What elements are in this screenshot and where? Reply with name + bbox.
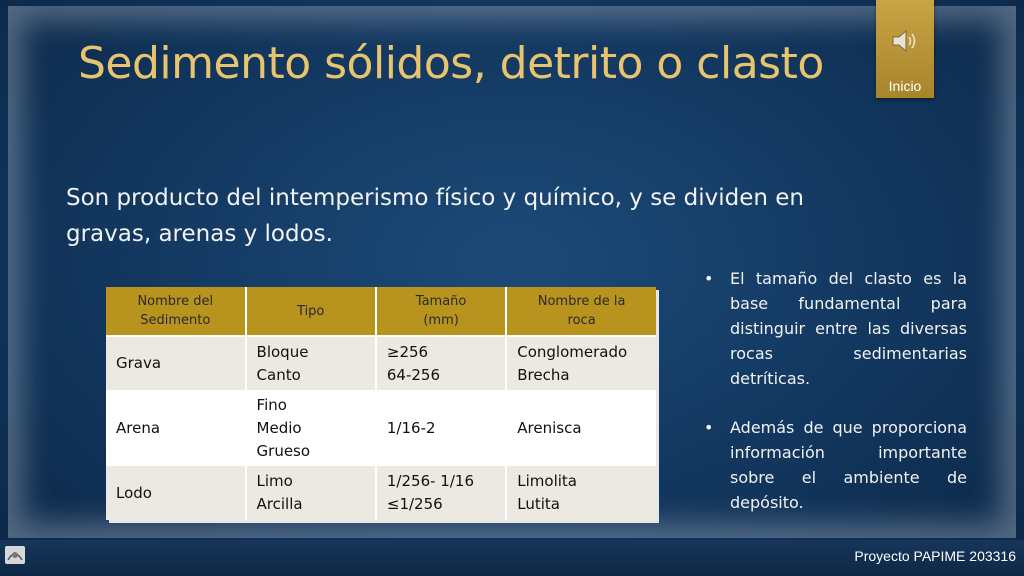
table-row: [106, 336, 656, 390]
table-cell: Limo Arcilla: [246, 466, 376, 520]
table-row: [106, 466, 656, 520]
table-row: [106, 390, 656, 466]
column-header-tipo: Tipo: [246, 287, 376, 336]
inicio-label: Inicio: [888, 78, 922, 94]
table-cell: ≥256 64-256: [376, 336, 506, 390]
table-cell: Fino Medio Grueso: [246, 390, 376, 466]
intro-text: Son producto del intemperismo físico y químico, y se dividen en gravas, arenas y lodos.: [66, 185, 804, 247]
bullet-list: [704, 266, 967, 539]
sediment-table: [106, 287, 656, 520]
table-cell: Limolita Lutita: [506, 466, 656, 520]
table-cell: Conglomerado Brecha: [506, 336, 656, 390]
inicio-button[interactable]: [876, 0, 934, 98]
table-cell: Bloque Canto: [246, 336, 376, 390]
table-cell: 1/256- 1/16 ≤1/256: [376, 466, 506, 520]
table-cell: Arena: [106, 390, 246, 466]
table-cell: 1/16-2: [376, 390, 506, 466]
table-cell: Arenisca: [506, 390, 656, 466]
bullet-item: • Además de que proporciona información importante sobre el ambiente de depósito.: [704, 415, 967, 515]
table-header-row: [106, 287, 656, 336]
university-logo-icon: [4, 544, 26, 566]
bullet-item: • El tamaño del clasto es la base fundamental para distinguir entre las diversas rocas sedimentarias detríticas.: [704, 266, 967, 391]
column-header-roca: Nombre de la roca: [506, 287, 656, 336]
table-cell: Lodo: [106, 466, 246, 520]
table-cell: Grava: [106, 336, 246, 390]
slide-title: Sedimento sólidos, detrito o clasto: [78, 38, 824, 89]
speaker-icon[interactable]: [891, 28, 919, 54]
footer-project-label: Proyecto PAPIME 203316: [854, 548, 1016, 564]
column-header-nombre: Nombre del Sedimento: [106, 287, 246, 336]
column-header-tamano: Tamaño (mm): [376, 287, 506, 336]
